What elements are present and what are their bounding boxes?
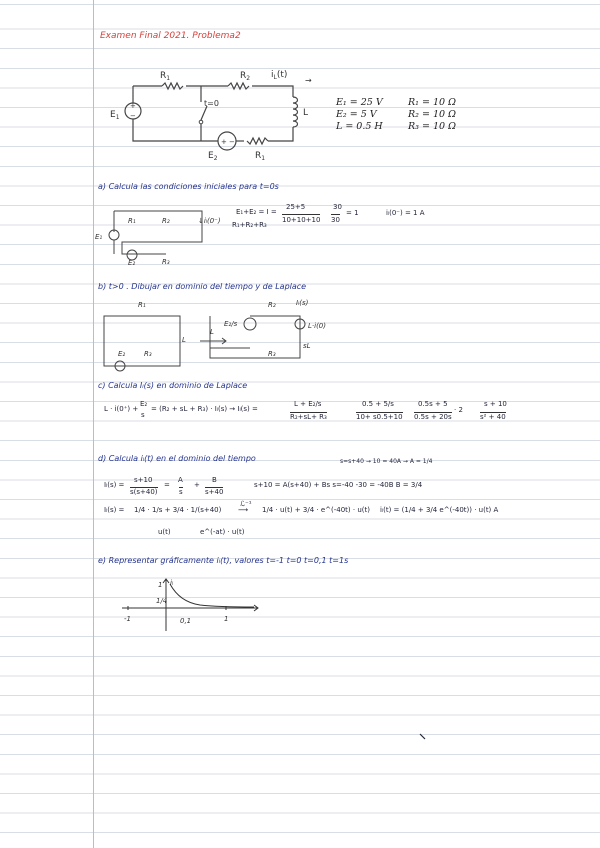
section-a-heading: a) Calcula las condiciones iniciales para t=0s xyxy=(98,182,279,191)
svg-text:t=0: t=0 xyxy=(204,99,219,108)
section-a-result: iₗ(0⁻) = 1 A xyxy=(386,209,425,217)
section-d-heading: d) Calcula iₗ(t) en el dominio del tiempo xyxy=(98,454,256,463)
svg-text:1: 1 xyxy=(158,581,163,589)
svg-text:R1: $R_1$ xyxy=(255,151,266,162)
section-d-pf-n2: A xyxy=(178,476,183,484)
circuit-values-right: R₁ = 10 Ω R₂ = 10 Ω R₃ = 10 Ω xyxy=(408,97,456,132)
section-a-eq1: E₁+E₂ = I = xyxy=(236,208,277,216)
svg-text:R₃: R₃ xyxy=(268,350,276,358)
sketch-plot-il xyxy=(118,575,268,635)
section-d-pf-d1: s(s+40) xyxy=(130,488,158,496)
svg-text:E2: $E_2$ xyxy=(208,151,218,162)
section-a-eq1-frac2-den: 30 xyxy=(331,216,340,224)
circuit-diagram-b xyxy=(100,296,326,386)
section-c-d4: s² + 40 xyxy=(480,413,506,421)
section-d-inv-arrow: ℒ⁻¹ xyxy=(240,500,252,508)
section-b-heading: b) t>0 . Dibujar en dominio del tiempo y de Laplace xyxy=(98,282,307,291)
svg-text:E₂: E₂ xyxy=(118,350,126,358)
section-e-heading: e) Representar gráficamente iₗ(t), valores t=-1 t=0 t=0,1 t=1s xyxy=(98,556,349,565)
svg-text:1: 1 xyxy=(224,615,229,623)
svg-text:iL(t): $i_L(t)$ xyxy=(271,70,288,81)
svg-text:sL: sL xyxy=(303,342,311,350)
page-title: Examen Final 2021. Problema2 xyxy=(100,31,241,41)
svg-text:+: + xyxy=(221,138,227,146)
section-c-heading: c) Calcula Iₗ(s) en dominio de Laplace xyxy=(98,381,248,390)
svg-text:L: L xyxy=(182,336,186,344)
section-a-eq1-den: 10+10+10 xyxy=(282,216,321,224)
section-a-eq1-result: = 1 xyxy=(346,209,359,217)
svg-text:-1: -1 xyxy=(124,615,131,623)
section-d-sub1: u(t) xyxy=(158,528,171,536)
section-d-pf-d2: s xyxy=(179,488,183,496)
section-c-d3: 0.5s + 20s xyxy=(414,413,452,421)
section-d-side-note: s=s+40 → 10 = 40A → A = 1/4 xyxy=(340,458,433,465)
section-c-n2: 0.5 + 5/s xyxy=(362,400,394,408)
equals-sign: = xyxy=(164,481,170,489)
svg-text:Iₗ(s): Iₗ(s) xyxy=(296,299,309,307)
svg-text:0,1: 0,1 xyxy=(180,617,192,625)
section-c-mult: · 2 xyxy=(454,406,463,414)
margin-line xyxy=(93,0,94,848)
svg-text:−: − xyxy=(130,112,136,120)
svg-text:→: → xyxy=(305,76,312,85)
section-d-pf-lhs: Iₗ(s) = xyxy=(104,481,125,489)
section-c-n1: L + E₂/s xyxy=(294,400,322,408)
section-c-frac-s: s xyxy=(141,411,145,419)
stray-pen-mark xyxy=(418,732,430,742)
arrow-right: ⟶ xyxy=(238,506,249,514)
svg-text:iₗ: iₗ xyxy=(170,579,174,587)
section-d-final: iₗ(t) = (1/4 + 3/4 e^(-40t)) · u(t) A xyxy=(380,506,499,514)
svg-text:R₃: R₃ xyxy=(144,350,152,358)
section-c-lhs: L · i(0⁺) + xyxy=(104,405,139,413)
section-c-d2: 10+ s0.5+10 xyxy=(356,413,403,421)
section-d-pf-n1: s+10 xyxy=(134,476,153,484)
svg-text:R2: $R_2$ xyxy=(240,71,251,82)
circuit-diagram-main xyxy=(100,62,320,162)
plus-sign: + xyxy=(194,481,200,489)
section-c-n4: s + 10 xyxy=(484,400,507,408)
svg-text:R₃: R₃ xyxy=(162,258,170,266)
svg-text:R₁: R₁ xyxy=(128,217,136,225)
section-c-mid: = (R₂ + sL + R₃) · Iₗ(s) → Iₗ(s) = xyxy=(151,405,258,413)
section-d-inv-terms: 1/4 · 1/s + 3/4 · 1/(s+40) xyxy=(134,506,222,514)
svg-text:E₂: E₂ xyxy=(128,259,136,267)
section-a-eq1-frac2-num: 30 xyxy=(333,203,342,211)
section-c-frac-e2: E₂ xyxy=(140,400,148,408)
svg-text:1/4: 1/4 xyxy=(156,597,168,605)
section-d-inv-rhs: 1/4 · u(t) + 3/4 · e^(-40t) · u(t) xyxy=(262,506,370,514)
section-d-pf-d3: s+40 xyxy=(205,488,224,496)
section-a-eq1-num: 25+5 xyxy=(286,203,306,211)
svg-text:E₂/s: E₂/s xyxy=(224,320,238,328)
svg-text:−: − xyxy=(229,138,235,146)
section-c-d1: R₂+sL+ R₃ xyxy=(290,413,327,421)
svg-text:E₁: E₁ xyxy=(95,233,103,241)
svg-text:↓iₗ(0⁻): ↓iₗ(0⁻) xyxy=(198,217,221,225)
svg-text:R₂: R₂ xyxy=(162,217,170,225)
svg-text:R₂: R₂ xyxy=(268,301,276,309)
svg-text:R1: $R_1$ xyxy=(160,71,171,82)
section-d-inv-lhs: Iₗ(s) = xyxy=(104,506,125,514)
section-c-n3: 0.5s + 5 xyxy=(418,400,448,408)
section-d-pf-n3: B xyxy=(212,476,217,484)
svg-text:L: L xyxy=(303,108,309,118)
circuit-values-left: E₁ = 25 V E₂ = 5 V L = 0.5 H xyxy=(336,97,383,132)
svg-text:+: + xyxy=(130,102,136,110)
svg-text:L·i(0): L·i(0) xyxy=(308,322,326,330)
section-d-sub2: e^(-at) · u(t) xyxy=(200,528,245,536)
svg-text:L: L xyxy=(210,328,214,336)
section-d-pf-mid: s+10 = A(s+40) + Bs s=-40 -30 = -40B B = 3/4 xyxy=(254,481,423,489)
section-a-eq1-denom-label: R₁+R₂+R₃ xyxy=(232,221,267,229)
svg-text:R₁: R₁ xyxy=(138,301,146,309)
circuit-diagram-a xyxy=(92,204,222,266)
svg-text:E1: $E_1$ xyxy=(110,110,120,121)
